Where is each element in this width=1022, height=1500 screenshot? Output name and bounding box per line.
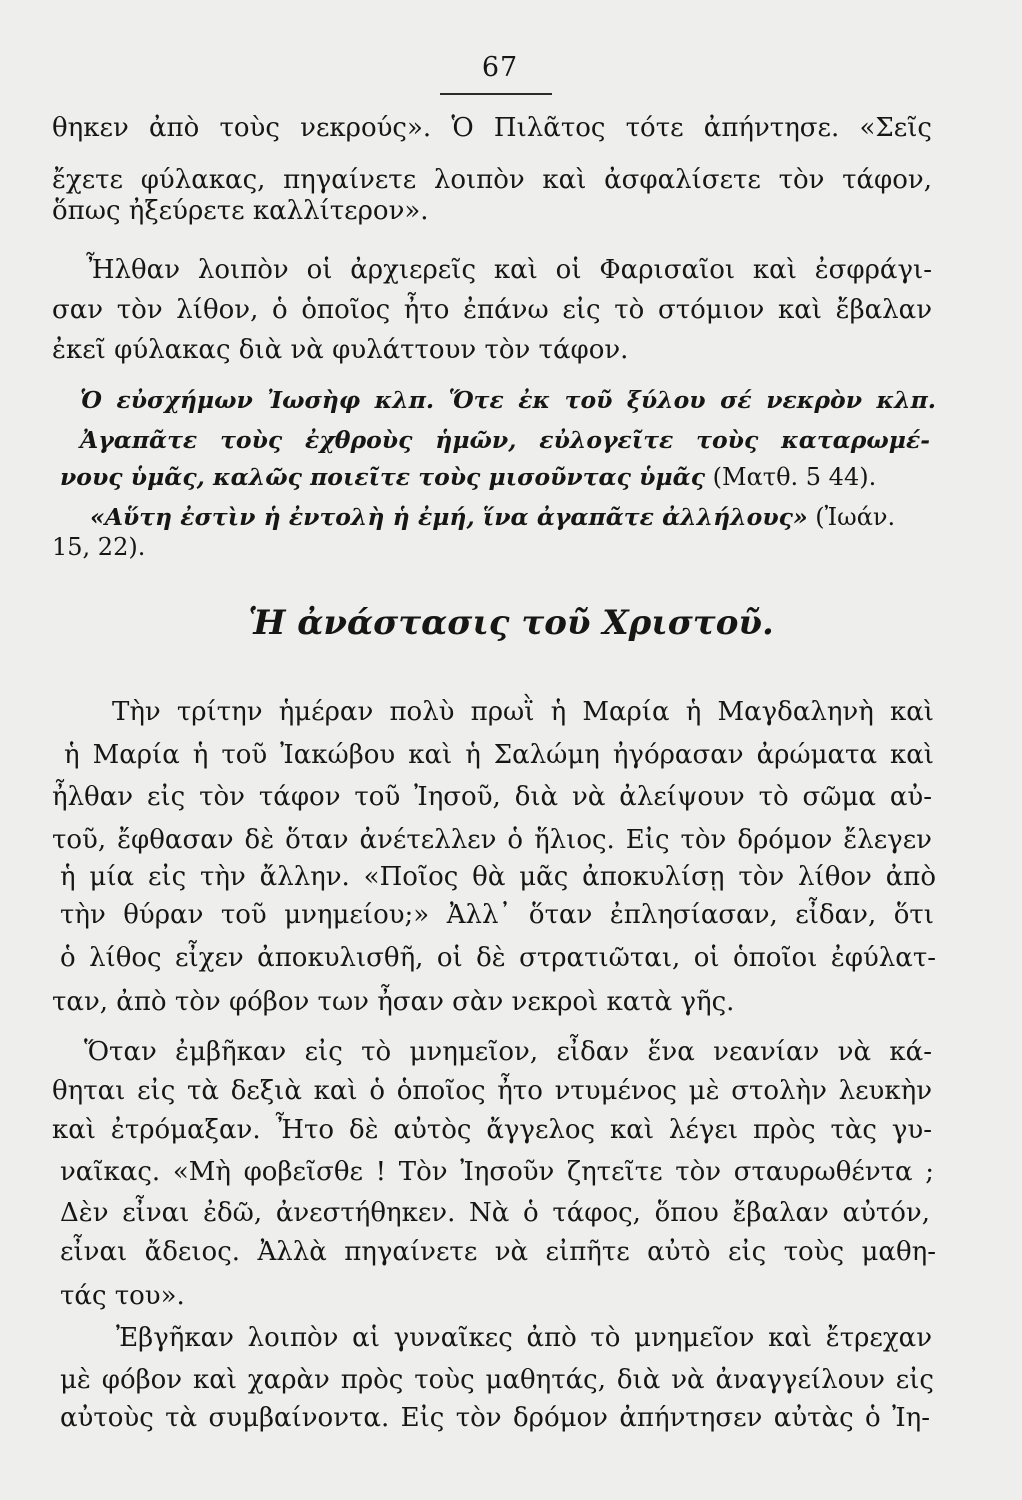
- text-line: θηται εἰς τὰ δεξιὰ καὶ ὁ ὁποῖος ἦτο ντυμένος μὲ στολὴν λευκὴν: [52, 1076, 932, 1106]
- text-line: ναῖκας. «Μὴ φοβεῖσθε ! Τὸν Ἰησοῦν ζητεῖτε τὸν σταυρωθέντα ;: [60, 1157, 934, 1187]
- text-line: Ὅταν ἐμβῆκαν εἰς τὸ μνημεῖον, εἶδαν ἕνα νεανίαν νὰ κά-: [84, 1037, 932, 1067]
- scripture-quote-text: «Αὕτη ἐστὶν ἡ ἐντολὴ ἡ ἐμή, ἵνα ἀγαπᾶτε ἀλλήλους»: [90, 503, 808, 531]
- text-line: τάς του».: [60, 1281, 185, 1311]
- text-line: καὶ ἐτρόμαξαν. Ἦτο δὲ αὐτὸς ἄγγελος καὶ λέγει πρὸς τὰς γυ-: [52, 1115, 932, 1145]
- text-line: ταν, ἀπὸ τὸν φόβον των ἦσαν σὰν νεκροὶ κατὰ γῆς.: [52, 987, 735, 1017]
- scripture-citation: 15, 22).: [52, 533, 146, 561]
- hymn-reference: Ὁ εὐσχήμων Ἰωσὴφ κλπ. Ὅτε ἐκ τοῦ ξύλου σέ νεκρὸν κλπ.: [80, 386, 936, 414]
- text-line: Ἐβγῆκαν λοιπὸν αἱ γυναῖκες ἀπὸ τὸ μνημεῖον καὶ ἔτρεχαν: [116, 1323, 932, 1353]
- scripture-quote-line: [60, 457, 936, 497]
- text-line: ὁ λίθος εἶχεν ἀποκυλισθῆ, οἱ δὲ στρατιῶται, οἱ ὁποῖοι ἐφύλατ-: [60, 943, 936, 973]
- text-line: ἡ μία εἰς τὴν ἄλλην. «Ποῖος θὰ μᾶς ἀποκυλίσῃ τὸν λίθον ἀπὸ: [60, 862, 936, 892]
- text-line: Ἦλθαν λοιπὸν οἱ ἀρχιερεῖς καὶ οἱ Φαρισαῖοι καὶ ἐσφράγι-: [86, 255, 932, 285]
- text-line: σαν τὸν λίθον, ὁ ὁποῖος ἦτο ἐπάνω εἰς τὸ στόμιον καὶ ἔβαλαν: [52, 295, 932, 325]
- section-heading: Ἡ ἀνάστασις τοῦ Χριστοῦ.: [248, 603, 774, 643]
- scripture-citation: (Ματθ. 5 44).: [705, 463, 877, 491]
- text-line: Τὴν τρίτην ἡμέραν πολὺ πρωῒ ἡ Μαρία ἡ Μαγδαληνὴ καὶ: [112, 697, 934, 727]
- scripture-quote-text: νους ὑμᾶς, καλῶς ποιεῖτε τοὺς μισοῦντας ὑμᾶς: [60, 463, 706, 491]
- text-line: ἔχετε φύλακας, πηγαίνετε λοιπὸν καὶ ἀσφαλίσετε τὸν τάφον,: [52, 165, 932, 195]
- text-line: ὅπως ἠξεύρετε καλλίτερον».: [52, 196, 429, 226]
- text-line: εἶναι ἄδειος. Ἀλλὰ πηγαίνετε νὰ εἰπῆτε αὐτὸ εἰς τοὺς μαθη-: [60, 1237, 936, 1267]
- text-line: Δὲν εἶναι ἐδῶ, ἀνεστήθηκεν. Νὰ ὁ τάφος, ὅπου ἔβαλαν αὐτόν,: [60, 1198, 930, 1228]
- text-line: αὐτοὺς τὰ συμβαίνοντα. Εἰς τὸν δρόμον ἀπήντησεν αὐτὰς ὁ Ἰη-: [60, 1403, 930, 1433]
- text-line: τοῦ, ἔφθασαν δὲ ὅταν ἀνέτελλεν ὁ ἥλιος. Εἰς τὸν δρόμον ἔλεγεν: [52, 825, 932, 855]
- text-line: θηκεν ἀπὸ τοὺς νεκρούς». Ὁ Πιλᾶτος τότε ἀπήντησε. «Σεῖς: [52, 113, 932, 143]
- page-number-rule: [440, 93, 552, 95]
- text-line: ἡ Μαρία ἡ τοῦ Ἰακώβου καὶ ἡ Σαλώμη ἠγόρασαν ἀρώματα καὶ: [64, 740, 934, 770]
- text-line: ἐκεῖ φύλακας διὰ νὰ φυλάττουν τὸν τάφον.: [52, 335, 629, 365]
- scripture-quote-line: Ἀγαπᾶτε τοὺς ἐχθροὺς ἡμῶν, εὐλογεῖτε τοὺς καταρωμέ-: [80, 426, 930, 454]
- page-number: 67: [481, 52, 519, 83]
- text-line: μὲ φόβον καὶ χαρὰν πρὸς τοὺς μαθητάς, διὰ νὰ ἀναγγείλουν εἰς: [60, 1365, 934, 1395]
- text-line: τὴν θύραν τοῦ μνημείου;» Ἀλλ᾿ ὅταν ἐπλησίασαν, εἶδαν, ὅτι: [60, 900, 934, 930]
- scripture-citation: (Ἰωάν.: [807, 503, 896, 531]
- text-line: ἦλθαν εἰς τὸν τάφον τοῦ Ἰησοῦ, διὰ νὰ ἀλείψουν τὸ σῶμα αὐ-: [52, 782, 932, 812]
